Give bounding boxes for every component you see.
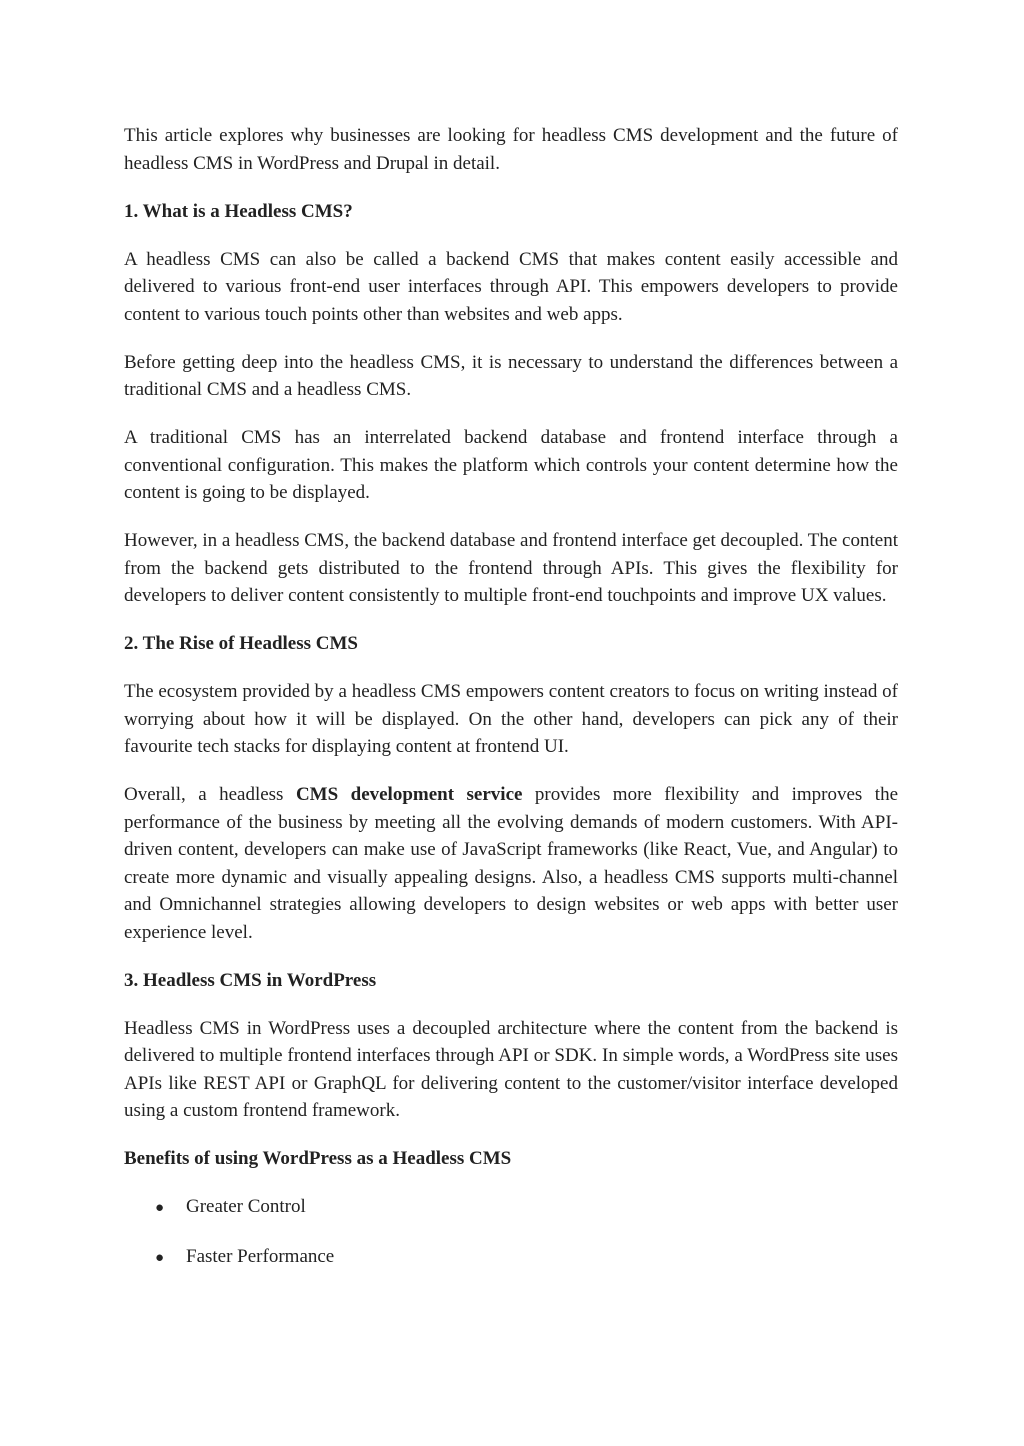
section-heading-rise-of-headless-cms: 2. The Rise of Headless CMS	[124, 633, 358, 654]
bullet-icon: ●	[155, 1250, 165, 1266]
list-item-label: Faster Performance	[186, 1246, 335, 1267]
differences-intro-paragraph: Before getting deep into the headless CMS, it is necessary to understand the differences between a traditional CMS and a headless CMS.	[124, 351, 898, 400]
wordpress-headless-paragraph: Headless CMS in WordPress uses a decoupled architecture where the content from the backend is delivered to multiple frontend interfaces through API or SDK. In simple words, a WordPress site uses APIs like REST API or GraphQL for delivering content to the customer/visitor interface developed using a custom frontend framework.	[124, 1017, 898, 1121]
overall-benefits-paragraph	[124, 781, 898, 946]
benefits-list	[124, 1193, 898, 1273]
cms-development-service-emphasis: CMS development service	[295, 784, 523, 805]
bullet-icon: ●	[155, 1200, 165, 1216]
section-heading-headless-cms-wordpress: 3. Headless CMS in WordPress	[124, 969, 377, 991]
overall-text-after: provides more flexibility and improves the performance of the business by meeting all the evolving demands of modern customers. With API-driven content, developers can make use of JavaScript frameworks (like React, Vue, and Angular) to create more dynamic and visually appealing designs. Also, a headless CMS supports multi-channel and Omnichannel strategies allowing developers to design websites or web apps with better user experience level.	[124, 784, 899, 943]
decoupled-cms-paragraph: However, in a headless CMS, the backend database and frontend interface get decoupled. The content from the backend gets distributed to the frontend through APIs. This gives the flexibility for developers to deliver content consistently to multiple front-end touchpoints and improve UX values.	[124, 530, 898, 606]
list-item	[155, 1193, 898, 1223]
ecosystem-paragraph: The ecosystem provided by a headless CMS empowers content creators to focus on writing instead of worrying about how it will be displayed. On the other hand, developers can pick any of their favourite tech stacks for displaying content at frontend UI.	[124, 681, 898, 757]
list-item	[155, 1243, 898, 1273]
traditional-cms-paragraph: A traditional CMS has an interrelated backend database and frontend interface through a conventional configuration. This makes the platform which controls your content determine how the content is going to be displayed.	[124, 427, 898, 503]
intro-paragraph: This article explores why businesses are looking for headless CMS development and the future of headless CMS in WordPress and Drupal in detail.	[124, 125, 898, 174]
document-page	[124, 122, 898, 1293]
headless-cms-definition-paragraph: A headless CMS can also be called a backend CMS that makes content easily accessible and delivered to various front-end user interfaces through API. This empowers developers to provide content to various touch points other than websites and web apps.	[124, 248, 898, 325]
overall-text-before: Overall, a headless	[124, 784, 296, 805]
benefits-heading: Benefits of using WordPress as a Headless CMS	[124, 1148, 512, 1169]
section-heading-what-is-headless-cms: 1. What is a Headless CMS?	[124, 200, 353, 222]
list-item-label: Greater Control	[186, 1196, 306, 1217]
